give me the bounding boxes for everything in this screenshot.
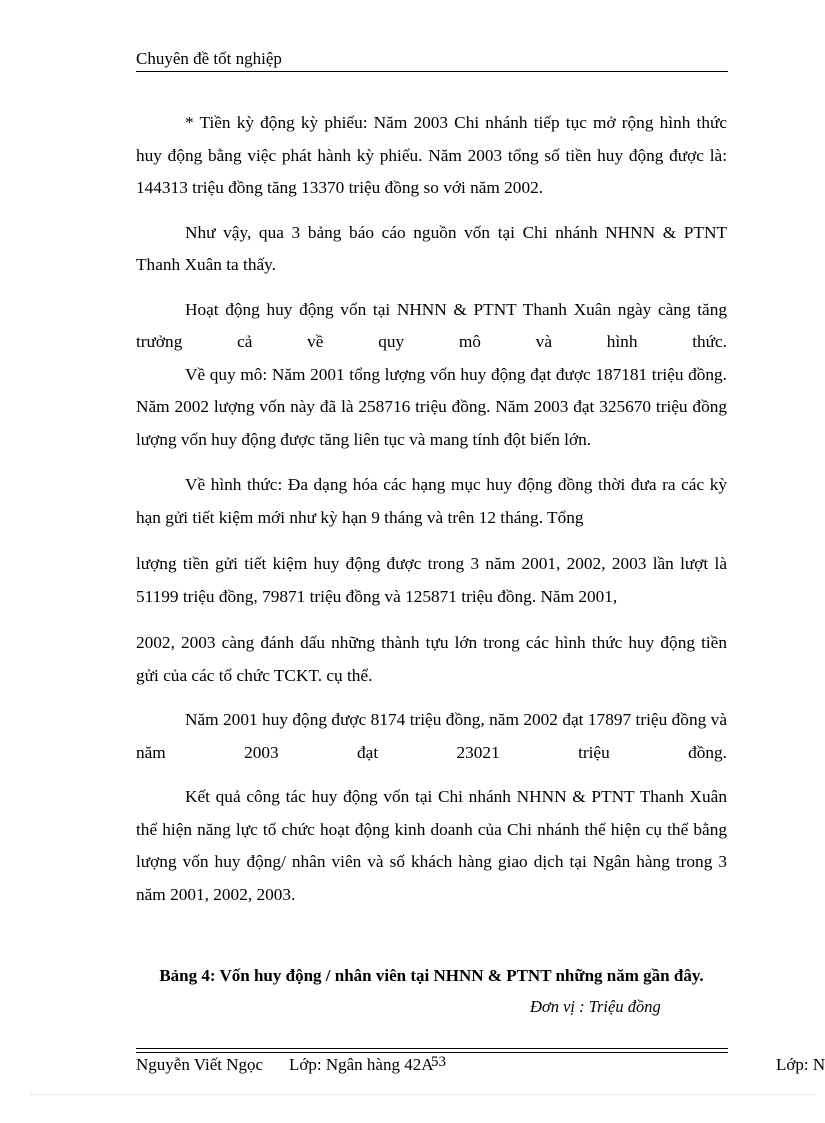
header-rule: [136, 71, 728, 72]
paragraph-growth: Hoạt động huy động vốn tại NHNN & PTNT Thanh Xuân ngày càng tăng trưởng cả về quy mô và hình thức.: [136, 299, 727, 351]
page-bottom-dotted-line: [30, 1094, 816, 1095]
footer-class: Lớp: Ngân hàng 42A: [289, 1055, 434, 1074]
paragraph-tckt-deposits: Năm 2001 huy động được 8174 triệu đồng, năm 2002 đạt 17897 triệu đồng và năm 2003 đạt 23021 triệu đồng.: [136, 710, 727, 762]
paragraph-forms: [136, 469, 727, 692]
paragraph-forms-part-2: lượng tiền gửi tiết kiệm huy động được trong 3 năm 2001, 2002, 2003 lần lượt là 51199 triệu đồng, 79871 triệu đồng và 125871 triệu đồng. Năm 2001,: [136, 554, 727, 606]
paragraph-scale: Về quy mô: Năm 2001 tổng lượng vốn huy động đạt được 187181 triệu đồng. Năm 2002 lượng vốn này đã là 258716 triệu đồng. Năm 2003 đạt 325670 triệu đồng lượng vốn huy động được tăng liên tục và mang tính đột biến lớn.: [136, 364, 727, 449]
unit-note: Đơn vị : Triệu đồng: [530, 997, 661, 1016]
paragraph-forms-part-3: 2002, 2003 càng đánh dấu những thành tựu lớn trong các hình thức huy động tiền gửi của các tổ chức TCKT. cụ thể.: [136, 633, 727, 685]
table-caption: Bảng 4: Vốn huy động / nhân viên tại NHNN & PTNT những năm gần đây.: [159, 966, 704, 985]
paragraph-results: Kết quả công tác huy động vốn tại Chi nhánh NHNN & PTNT Thanh Xuân thể hiện năng lực tổ chức hoạt động kinh doanh của Chi nhánh thể hiện cụ thể bằng lượng vốn huy động/ nhân viên và số khách hàng giao dịch tại Ngân hàng trong 3 năm 2001, 2002, 2003.: [136, 787, 727, 904]
page-header-title: Chuyên đề tốt nghiệp: [136, 49, 282, 68]
footer-author: Nguyễn Viết Ngọc: [136, 1055, 264, 1074]
paragraph-forms-part-1: Về hình thức: Đa dạng hóa các hạng mục huy động đồng thời đưa ra các kỳ hạn gửi tiết kiệm mới như kỳ hạn 9 tháng và trên 12 tháng. Tổng: [136, 475, 727, 527]
paragraph-ky-phieu: * Tiền kỳ động kỳ phiếu: Năm 2003 Chi nhánh tiếp tục mở rộng hình thức huy động bằng việc phát hành kỳ phiếu. Năm 2003 tổng số tiền huy động được là: 144313 triệu đồng tăng 13370 triệu đồng so với năm 2002.: [136, 113, 727, 197]
paragraph-summary-intro: Như vậy, qua 3 bảng báo cáo nguồn vốn tại Chi nhánh NHNN & PTNT Thanh Xuân ta thấy.: [136, 222, 727, 274]
footer-class-right: Lớp: N: [776, 1055, 825, 1074]
footer-rule-top: [136, 1048, 728, 1049]
body-text: [136, 107, 727, 911]
page-number: 53: [431, 1054, 446, 1070]
